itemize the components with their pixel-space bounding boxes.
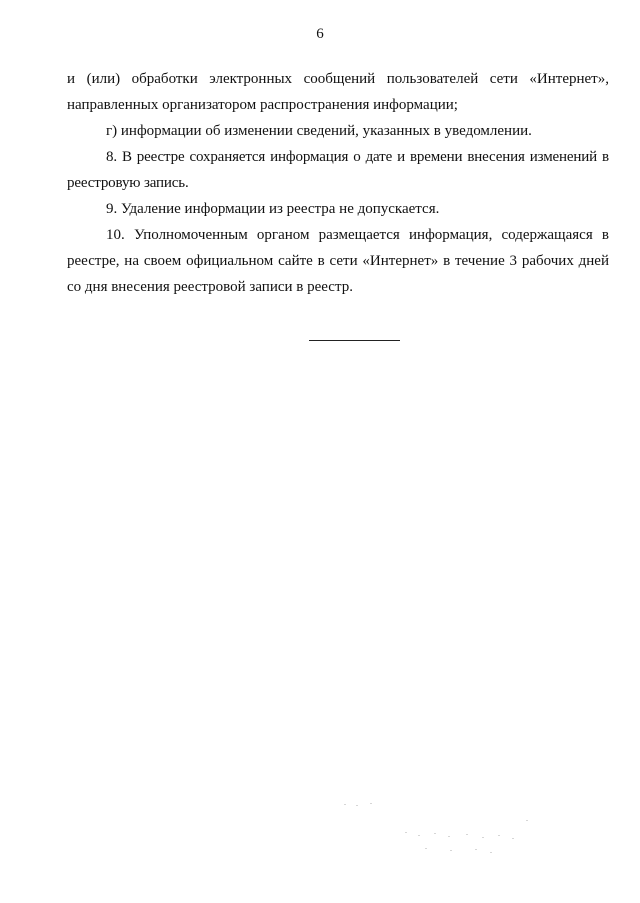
paragraph-item-10: 10. Уполномоченным органом размещается информация, содержащаяся в реестре, на своем официальном сайте в сети «Интернет» в течение 3 рабочих дней со дня внесения реестровой записи в реестр. xyxy=(67,227,609,295)
paragraph-item-9: 9. Удаление информации из реестра не допускается. xyxy=(106,201,440,217)
paragraph-item-g: г) информации об изменении сведений, указанных в уведомлении. xyxy=(106,123,532,139)
paragraph-continuation: и (или) обработки электронных сообщений пользователей сети «Интернет», направленных организатором распространения информации; xyxy=(67,71,609,113)
end-of-text-rule xyxy=(309,340,400,341)
document-body xyxy=(67,66,609,300)
page-number: 6 xyxy=(316,26,324,42)
scan-artifact xyxy=(330,790,550,870)
paragraph-item-8: 8. В реестре сохраняется информация о дате и времени внесения изменений в реестровую запись. xyxy=(67,149,609,191)
